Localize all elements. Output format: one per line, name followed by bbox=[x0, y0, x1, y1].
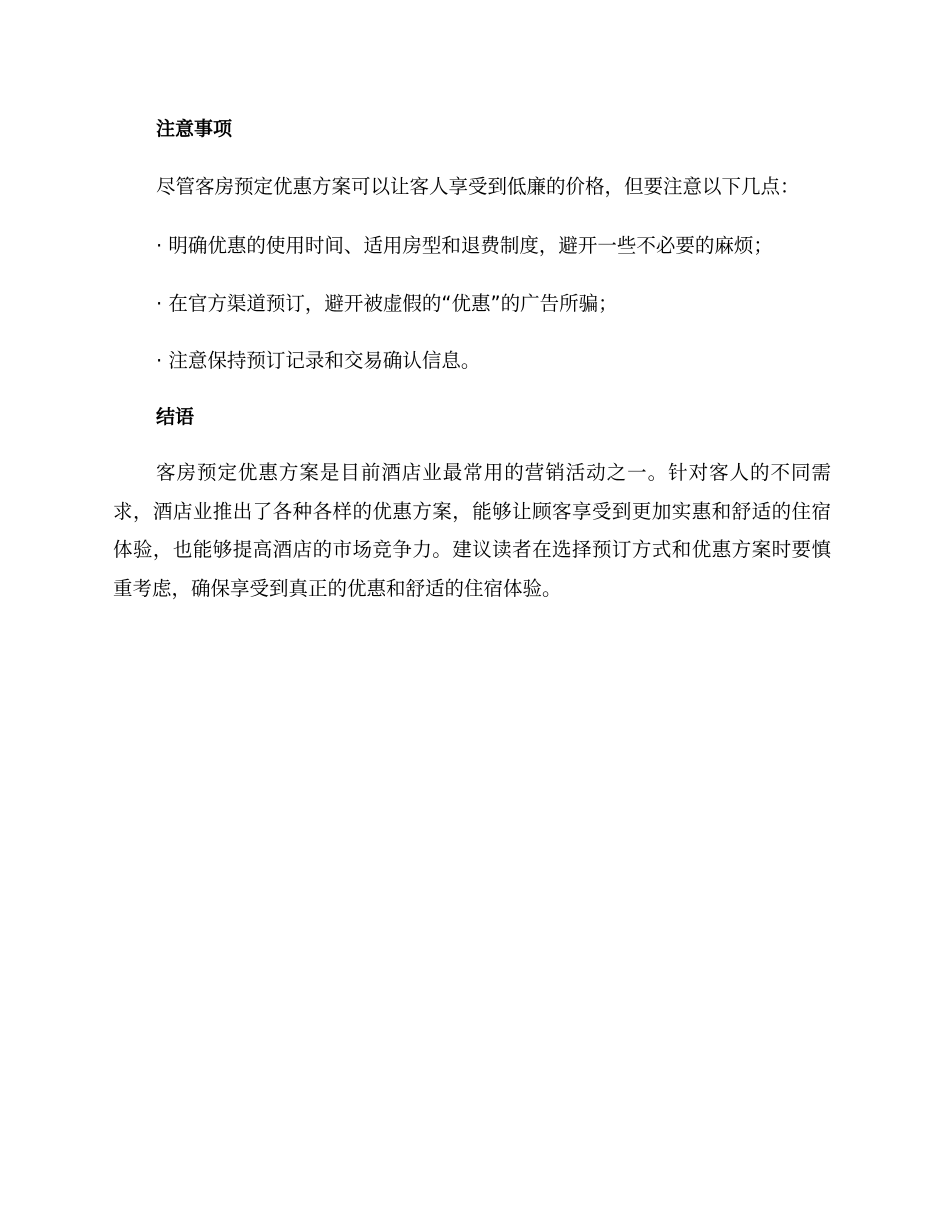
document-body bbox=[113, 112, 831, 608]
section-heading-conclusion: 结语 bbox=[156, 406, 195, 428]
notes-intro-paragraph: 尽管客房预定优惠方案可以让客人享受到低廉的价格，但要注意以下几点： bbox=[156, 175, 800, 198]
notes-bullet-item: · 在官方渠道预订，避开被虚假的“优惠”的广告所骗； bbox=[156, 292, 618, 315]
conclusion-paragraph: 客房预定优惠方案是目前酒店业最常用的营销活动之一。针对客人的不同需求，酒店业推出了各种各样的优惠方案，能够让顾客享受到更加实惠和舒适的住宿体验，也能够提高酒店的市场竞争力。建议读者在选择预订方式和优惠方案时要慎重考虑，确保享受到真正的优惠和舒适的住宿体验。 bbox=[113, 461, 831, 600]
section-heading-notes: 注意事项 bbox=[156, 118, 233, 140]
notes-bullet-item: · 注意保持预订记录和交易确认信息。 bbox=[156, 348, 481, 372]
notes-bullet-item: · 明确优惠的使用时间、适用房型和退费制度，避开一些不必要的麻烦； bbox=[156, 233, 773, 257]
